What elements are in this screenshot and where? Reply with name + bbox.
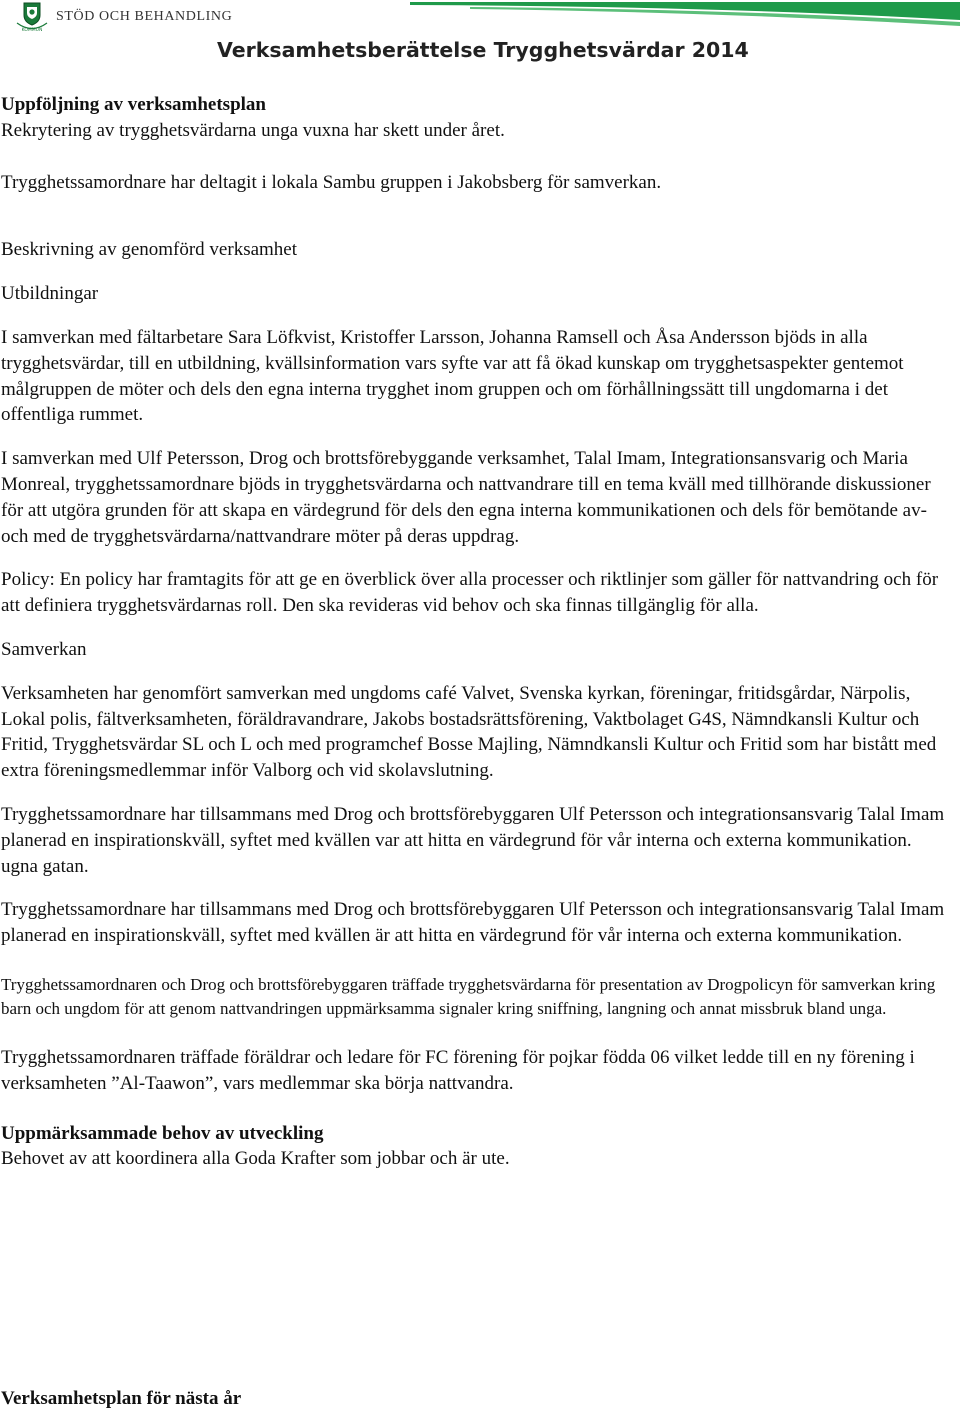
paragraph: Policy: En policy har framtagits för att ge en överblick över alla processer och riktlinjer som gäller för nattvandring och för att definiera trygghetsvärdarnas roll. Den ska revideras vid behov och ska finnas tillgänglig för alla. — [1, 569, 939, 617]
paragraph: Trygghetssamordnare har tillsammans med Drog och brottsförebyggaren Ulf Petersson och integrationsansvarig Talal Imam planerad en inspirationskväll, syftet med kvällen är att hitta en värdegrund för vår interna och externa kommunikation. — [1, 899, 945, 947]
heading-uppfoljning: Uppföljning av verksamhetsplan — [1, 94, 266, 115]
paragraph: Trygghetssamordnaren och Drog och brottsförebyggaren träffade trygghetsvärdarna för presentation av Drogpolicyn för samverkan kring barn och ungdom för att genom nattvandringen uppmärksamma signaler kring sniffning, langning och annat missbruk bland unga. — [1, 974, 936, 1018]
heading-samverkan: Samverkan — [1, 638, 87, 660]
municipality-logo — [14, 1, 50, 33]
paragraph: Trygghetssamordnare har tillsammans med Drog och brottsförebyggaren Ulf Petersson och integrationsansvarig Talal Imam planerad en inspirationskväll, syftet med kvällen var att hitta en värdegrund för vår interna och externa kommunikation. ugna gatan. — [1, 803, 945, 877]
crest-icon — [14, 1, 50, 33]
document-body — [1, 92, 951, 1172]
heading-nasta-ar: Verksamhetsplan för nästa år — [1, 1388, 242, 1409]
header-band — [410, 0, 960, 26]
paragraph: Behovet av att koordinera alla Goda Krafter som jobbar och är ute. — [1, 1148, 510, 1170]
heading-beskrivning: Beskrivning av genomförd verksamhet — [1, 239, 298, 261]
page-header — [0, 0, 960, 72]
document-title: Verksamhetsberättelse Trygghetsvärdar 2014 — [217, 38, 749, 62]
paragraph: Verksamheten har genomfört samverkan med ungdoms café Valvet, Svenska kyrkan, föreningar, fritidsgårdar, Närpolis, Lokal polis, fältverksamheten, föräldravandrare, Jakobs bostadsrättsförening, Vaktbolaget G4S, Nämndkansli Kultur och Fritid, Trygghetsvärdar SL och L och med programchef Bosse Majling, Nämndkansli Kultur och Fritid som har bistått med extra föreningsmedlemmar inför Valborg och vid skolavslutning. — [1, 682, 937, 782]
heading-behov: Uppmärksammade behov av utveckling — [1, 1122, 324, 1144]
paragraph: Trygghetssamordnare har deltagit i lokala Sambu gruppen i Jakobsberg för samverkan. — [1, 171, 662, 193]
svg-text:KOMMUN: KOMMUN — [21, 28, 43, 33]
paragraph: Trygghetssamordnaren träffade föräldrar och ledare för FC förening för pojkar födda 06 vilket ledde till en ny förening i verksamheten ”Al-Taawon”, vars medlemmar ska börja nattvandra. — [1, 1046, 915, 1094]
org-name: STÖD OCH BEHANDLING — [56, 9, 233, 24]
subheading-utbildningar: Utbildningar — [1, 283, 99, 305]
paragraph: I samverkan med Ulf Petersson, Drog och brottsförebyggande verksamhet, Talal Imam, Integrationsansvarig och Maria Monreal, trygghetssamordnare bjöds in trygghetsvärdarna och nattvandrare till en tema kväll med tillhörande diskussioner för att utgöra grunden för att skapa en värdegrund för dels den egna interna kommunikationen och dels för bemötande av- och med de trygghetsvärdarna/nattvandrare möter på deras uppdrag. — [1, 448, 931, 547]
paragraph: Rekrytering av trygghetsvärdarna unga vuxna har skett under året. — [1, 119, 505, 141]
paragraph: I samverkan med fältarbetare Sara Löfkvist, Kristoffer Larsson, Johanna Ramsell och Åsa Andersson bjöds in alla trygghetsvärdar, till en utbildning, kvällsinformation vars syfte var att få ökad kunskap om trygghetsaspekter gentemot målgruppen de möter och dels den egna interna trygghet inom gruppen och om förhållningssätt till ungdomarna i det offentliga rummet. — [1, 326, 904, 426]
